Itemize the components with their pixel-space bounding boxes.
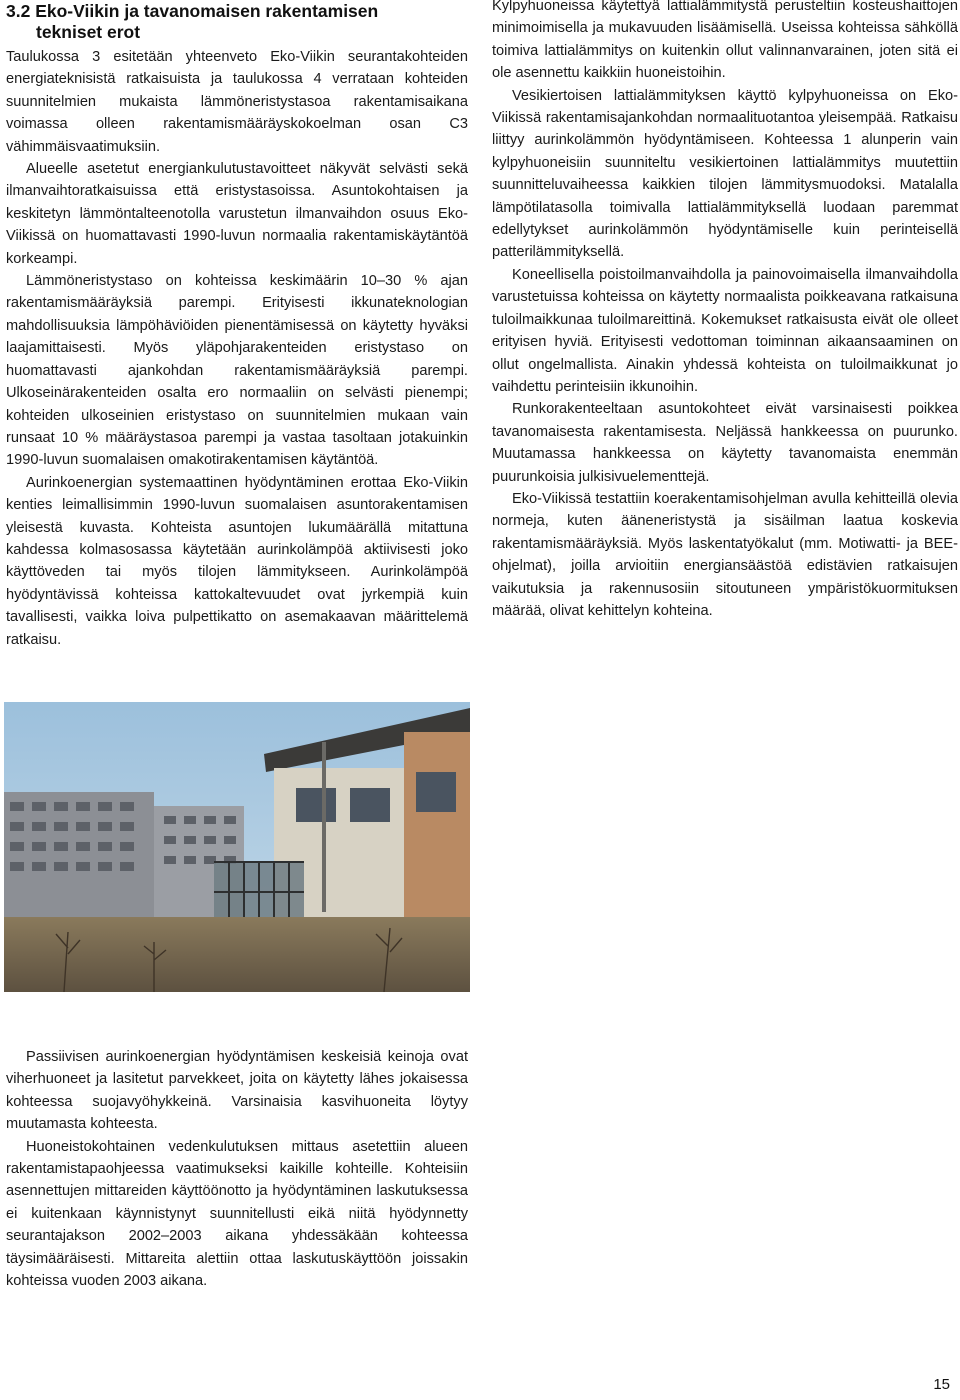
right-paragraph-1: Kylpyhuoneissa käytettyä lattialämmitystä perusteltiin kosteushaittojen minimoimisella ja mukavuuden lisäämisellä. Useissa kohteissa sähköllä toimiva lattialämmitys on kuitenkin ollut valinnanvarainen, joten sitä ei ole asennettu kaikkiin huoneistoihin. xyxy=(492,0,958,82)
right-text-column xyxy=(492,0,958,622)
page-number: 15 xyxy=(933,1376,950,1393)
left-paragraph-2: Alueelle asetetut energiankulutustavoitteet näkyvät selvästi sekä ilmanvaihtoratkaisuissa että eristystasoissa. Asuntokohtaisen ja keskitetyn lämmöntalteenotolla varustetun ilmanvaihdon osuus Eko-Viikissä on huomattavasti 1990-luvun normaalia rakentamiskäytäntöä korkeampi. xyxy=(6,161,468,267)
left-paragraph-4: Aurinkoenergian systemaattinen hyödyntäminen erottaa Eko-Viikin kenties leimallisimmin 1990-luvun suomalaisen asuntorakentamisen yleisestä kuvasta. Kohteista asuntojen lukumäärällä mitattuna kahdessa kolmasosassa käytetään aurinkolämpöä aktiivisesti joko käyttöveden tai myös tilojen lämmitykseen. Aurinkolämpöä hyödyntävissä kohteissa kattokaltevuudet ovat jyrkempiä kuin tavallisesti, vaikka loiva pulpettikatto on asemakaavan määrittelemä ratkaisu. xyxy=(6,474,468,648)
bottom-text-column xyxy=(6,1046,468,1292)
section-heading-line-1: 3.2 Eko-Viikin ja tavanomaisen rakentamisen xyxy=(6,1,379,21)
bottom-paragraph-1: Passiivisen aurinkoenergian hyödyntämisen keskeisiä keinoja ovat viherhuoneet ja lasitetut parvekkeet, joita on käytetty lähes jokaisessa kohteessa suojavyöhykkeinä. Varsinaisia kasvihuoneita löytyy muutamasta kohteesta. xyxy=(6,1049,468,1133)
right-paragraph-2: Vesikiertoisen lattialämmityksen käyttö kylpyhuoneissa on Eko-Viikissä rakentamisajankohdan normaalituotantoa yleisempää. Ratkaisu liittyy aurinkolämmön hyödyntämiseen. Kohteessa 1 alunperin vain kylpyhuoneisiin suunniteltu vesikiertoinen lattialämmitys muutettiin suunnitteluvaiheessa kaikkien tilojen lämmitysmuodoksi. Matalalla lämpötilatasolla toimivalla lattialämmityksellä luodaan paremmat edellytykset aurinkolämmön hyödyntämiselle kuin perinteisellä patterilämmityksellä. xyxy=(492,87,958,261)
section-heading-line-2: tekniset erot xyxy=(36,22,141,42)
right-paragraph-4: Runkorakenteeltaan asuntokohteet eivät varsinaisesti poikkea tavanomaisesta rakentamisesta. Neljässä hankkeessa on puurunko. Muutamassa hankkeessa on käytetty tavanomaista enemmän puurunkoisia julkisivuelementtejä. xyxy=(492,401,958,485)
left-text-column xyxy=(6,46,468,651)
right-paragraph-5: Eko-Viikissä testattiin koerakentamisohjelman avulla kehitteillä olevia normeja, kuten ääneneristystä ja sisäilman laatua koskevia rakentamismääräyksiä. Myös laskentatyökalut (mm. Motiwatti- ja BEE-ohjelmat), joilla arvioitiin energiansäästöä edistävien ratkaisujen vaikutuksia ja rakennusosiin sitoutuneen ympäristökuormituksen määrää, olivat kehittelyn kohteina. xyxy=(492,490,958,619)
section-heading xyxy=(6,1,466,43)
bottom-paragraph-2: Huoneistokohtainen vedenkulutuksen mittaus asetettiin alueen rakentamistapaohjeessa vaatimukseksi kaikille kohteille. Kohteisiin asennettujen mittareiden käyttöönotto ja hyödyntäminen laskutuksessa ei kuitenkaan käynnistynyt suunnitellusti eikä niitä hyödynnetty seurantajakson 2002–2003 aikana yhdessäkään kohteessa täysimääräisesti. Mittareita alettiin ottaa laskutuskäyttöön joissakin kohteissa vuoden 2003 aikana. xyxy=(6,1138,468,1290)
left-paragraph-3: Lämmöneristystaso on kohteissa keskimäärin 10–30 % ajan rakentamismääräyksiä parempi. Erityisesti ikkunateknologian mahdollisuuksia lämpöhäviöiden pienentämisessä on käytetty hyväksi laajamittaisesti. Myös yläpohjarakenteiden eristystaso on huomattavasti ajankohdan rakentamismääräyksiä parempi. Ulkoseinärakenteiden osalta ero normaaliin on selvästi pienempi; kohteiden ulkoseinien eristystaso on suunnitelmien mukaan vain runsaat 10 % määräystasoa parempi ja vastaa tasoltaan jotakuinkin 1990-luvun suomalaisen omakotirakentamisen käytäntöä. xyxy=(6,273,468,469)
right-paragraph-3: Koneellisella poistoilmanvaihdolla ja painovoimaisella ilmanvaihdolla varustetuissa kohteissa on käytetty normaalista poikkeavana ratkaisuna tuloilmaikkunaa tuloilmareittinä. Kokemukset ratkaisusta eivät ole olleet erityisen hyviä. Erityisesti vedottoman toiminnan aikaansaaminen on ollut ongelmallista. Ainakin yhdessä kohteista on tuloilmaikkunat jo vaihdettu perinteisiin ikkunoihin. xyxy=(492,266,958,395)
left-paragraph-1: Taulukossa 3 esitetään yhteenveto Eko-Viikin seurantakohteiden energiateknisistä ratkaisuista ja taulukossa 4 verrataan kohteiden suunnitelmien mukaista lämmöneristystasoa rakentamisaikana voimassa olleen rakentamismääräyskokoelman osan C3 vähimmäisvaatimuksiin. xyxy=(6,49,468,155)
building-photo xyxy=(4,702,470,992)
